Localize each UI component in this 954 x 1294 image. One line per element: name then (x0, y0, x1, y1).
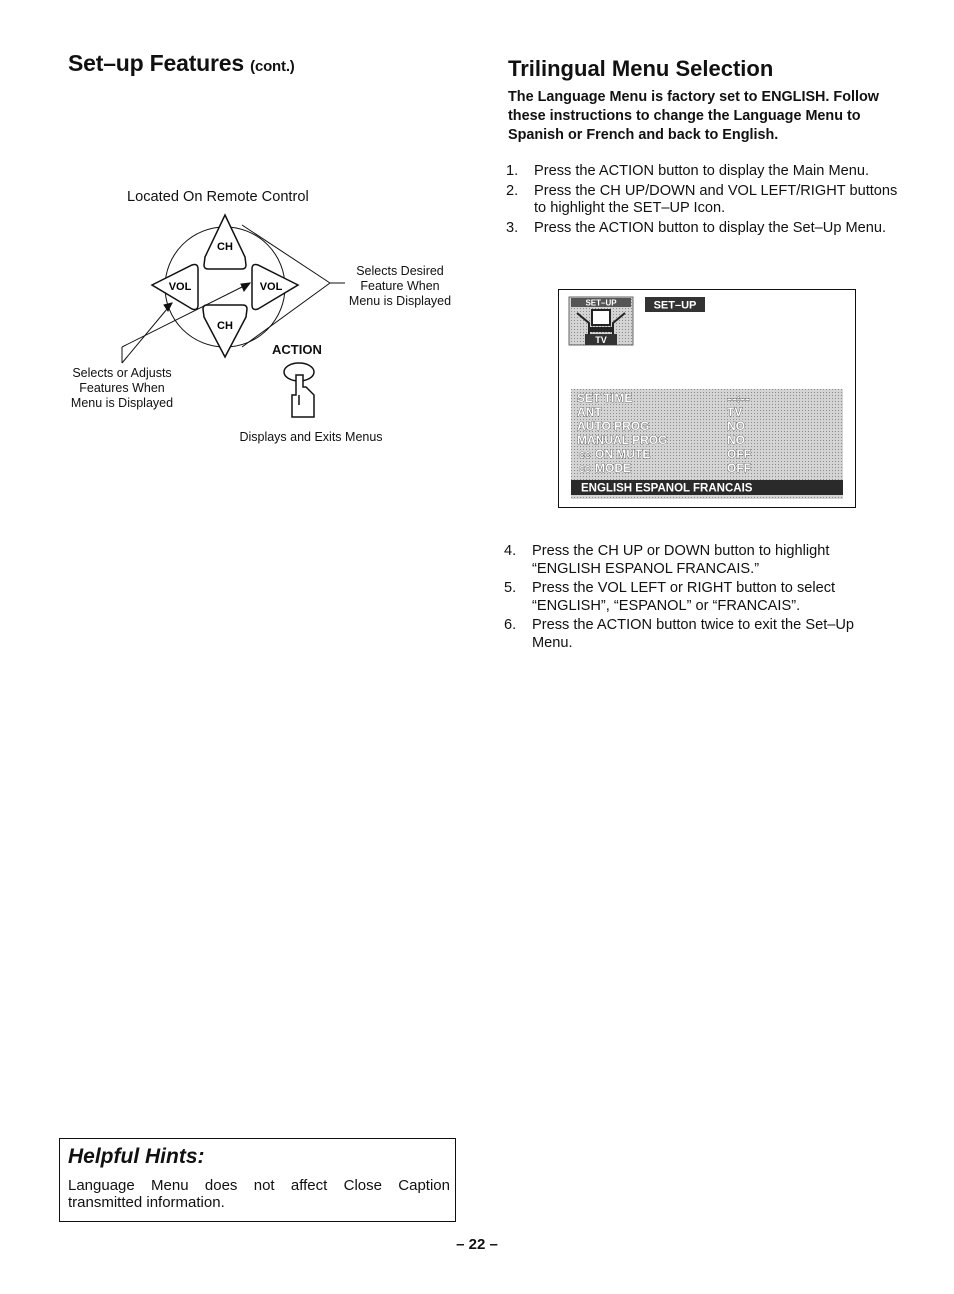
step-number: 1. (506, 163, 519, 179)
setup-icon (569, 297, 633, 345)
left-heading-suffix: (cont.) (250, 58, 295, 75)
hints-text: Language Menu does not affect Close Caption transmitted information. (68, 1177, 450, 1211)
tv-icon-label: TV (595, 335, 607, 345)
step-number: 5. (504, 580, 517, 596)
step-number: 6. (504, 617, 517, 633)
menu-row-value: OFF (727, 461, 751, 475)
step-item (504, 617, 898, 652)
left-heading-text: Set–up Features (68, 50, 244, 76)
action-label: ACTION (272, 342, 322, 357)
left-callout-line3: Menu is Displayed (70, 396, 174, 410)
language-row: ENGLISH ESPANOL FRANCAIS (581, 482, 753, 495)
tv-screen-illustration (558, 289, 856, 508)
right-callout-label (340, 264, 460, 309)
remote-diagram (60, 205, 470, 450)
steps-list-1 (506, 163, 898, 239)
menu-row-label: SET TIME (577, 391, 633, 405)
vol-right-button (252, 265, 298, 310)
vol-left-button (152, 265, 198, 310)
action-caption: Displays and Exits Menus (239, 430, 383, 444)
right-callout-line3: Menu is Displayed (348, 294, 452, 308)
setup-title: SET–UP (653, 299, 697, 312)
menu-row-label: MANUAL PROG (577, 433, 668, 447)
step-number: 2. (506, 182, 519, 199)
step-text: Press the ACTION button twice to exit the Set–Up Menu. (532, 617, 855, 651)
step-item (506, 183, 898, 218)
ch-up-button (204, 215, 246, 269)
intro-paragraph: The Language Menu is factory set to ENGLISH. Follow these instructions to change the Language Menu to Spanish or French and back to English. (508, 89, 879, 143)
helpful-hints-box (59, 1138, 456, 1222)
left-section-heading (68, 50, 295, 77)
menu-row-value: NO (727, 433, 745, 447)
menu-row-label: MODE (595, 461, 631, 475)
menu-row-value: OFF (727, 447, 751, 461)
menu-row-value: ––:–– (727, 394, 751, 404)
menu-row-label: ANT (577, 405, 602, 419)
remote-caption: Located On Remote Control (127, 189, 309, 205)
step-item (506, 220, 898, 238)
step-text: Press the ACTION button to display the Set–Up Menu. (534, 219, 887, 236)
step-text: Press the VOL LEFT or RIGHT button to select “ENGLISH”, “ESPANOL” or “FRANCAIS”. (532, 580, 836, 614)
menu-row-label: ON MUTE (595, 447, 651, 461)
left-callout-label (62, 366, 182, 411)
tv-screen-svg (559, 290, 855, 506)
hints-title: Helpful Hints: (68, 1145, 205, 1168)
step-item (506, 163, 898, 181)
step-item (504, 580, 898, 615)
step-text: Press the ACTION button to display the Main Menu. (534, 163, 870, 179)
step-text: Press the CH UP/DOWN and VOL LEFT/RIGHT buttons to highlight the SET–UP Icon. (534, 182, 898, 216)
right-callout-line2: Feature When (360, 279, 440, 293)
left-callout-line2: Features When (79, 381, 165, 395)
cc-badge: CC (579, 451, 591, 460)
menu-row-value: TV (727, 405, 743, 419)
right-section-heading: Trilingual Menu Selection (508, 56, 774, 81)
right-callout-line1: Selects Desired (356, 264, 444, 278)
step-text: Press the CH UP or DOWN button to highlight “ENGLISH ESPANOL FRANCAIS.” (532, 543, 830, 577)
steps-list-2 (504, 543, 898, 654)
page-number: – 22 – (456, 1236, 498, 1253)
setup-icon-label: SET–UP (585, 298, 617, 308)
step-item (504, 543, 898, 578)
ch-up-label: CH (217, 241, 233, 253)
vol-right-label: VOL (259, 281, 283, 293)
cc-badge: CC (579, 465, 591, 474)
vol-left-label: VOL (168, 281, 192, 293)
step-number: 4. (504, 543, 517, 559)
step-number: 3. (506, 219, 519, 236)
menu-row-value: NO (727, 419, 745, 433)
action-finger-icon (284, 363, 314, 417)
left-callout-line1: Selects or Adjusts (72, 366, 172, 380)
menu-row-label: AUTO PROG (577, 419, 650, 433)
ch-down-label: CH (217, 320, 233, 332)
ch-down-button (203, 305, 247, 357)
